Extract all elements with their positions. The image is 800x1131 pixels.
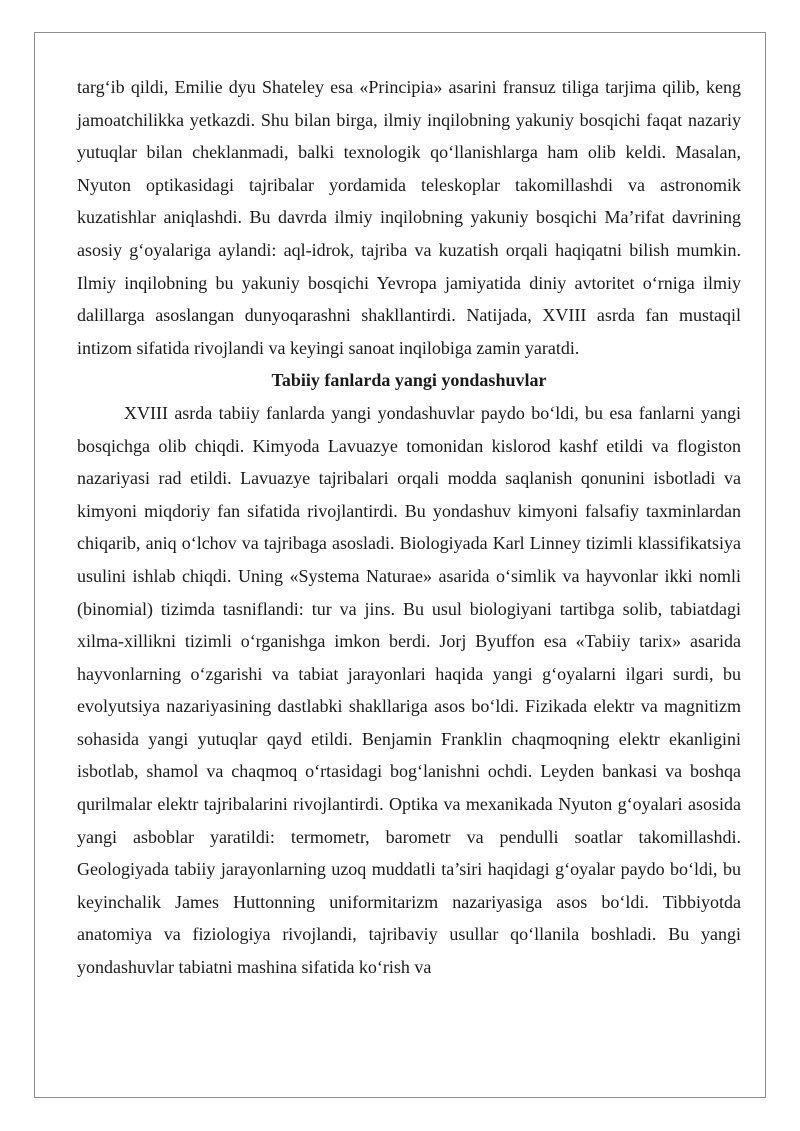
section-heading: Tabiiy fanlarda yangi yondashuvlar xyxy=(271,370,547,391)
paragraph-natural-sciences: XVIII asrda tabiiy fanlarda yangi yondashuvlar paydo bo‘ldi, bu esa fanlarni yangi bosqichga olib chiqdi. Kimyoda Lavuazye tomonidan kislorod kashf etildi va flogiston nazariyasi rad etildi. Lavuazye tajribalari orqali modda saqlanish qonunini isbotladi va kimyoni miqdoriy fan sifatida rivojlantirdi. Bu yondashuv kimyoni falsafiy taxminlardan chiqarib, aniq o‘lchov va tajribaga asosladi. Biologiyada Karl Linney tizimli klassifikatsiya usulini ishlab chiqdi. Uning «Systema Naturae» asarida o‘simlik va hayvonlar ikki nomli (binomial) tizimda tasniflandi: tur va jins. Bu usul biologiyani tartibga solib, tabiatdagi xilma-xillikni tizimli o‘rganishga imkon berdi. Jorj Byuffon esa «Tabiiy tarix» asarida hayvonlarning o‘zgarishi va tabiat jarayonlari haqida yangi g‘oyalarni ilgari surdi, bu evolyutsiya nazariyasining dastlabki shakllariga asos bo‘ldi. Fizikada elektr va magnitizm sohasida yangi yutuqlar qayd etildi. Benjamin Franklin chaqmoqning elektr ekanligini isbotlab, shamol va chaqmoq o‘rtasidagi bog‘lanishni ochdi. Leyden bankasi va boshqa qurilmalar elektr tajribalarini rivojlantirdi. Optika va mexanikada Nyuton g‘oyalari asosida yangi asboblar yaratildi: termometr, barometr va pendulli soatlar takomillashdi. Geologiyada tabiiy jarayonlarning uzoq muddatli ta’siri haqidagi g‘oyalar paydo bo‘ldi, bu keyinchalik James Huttonning uniformitarizm nazariyasiga asos bo‘ldi. Tibbiyotda anatomiya va fiziologiya rivojlandi, tajribaviy usullar qo‘llanila boshladi. Bu yangi yondashuvlar tabiatni mashina sifatida ko‘rish va xyxy=(77,402,741,978)
paragraph-continuation: targ‘ib qildi, Emilie dyu Shateley esa «Principia» asarini fransuz tiliga tarjima qilib, keng jamoatchilikka yetkazdi. Shu bilan birga, ilmiy inqilobning yakuniy bosqichi faqat nazariy yutuqlar bilan cheklanmadi, balki texnologik qo‘llanishlarga ham olib keldi. Masalan, Nyuton optikasidagi tajribalar yordamida teleskoplar takomillashdi va astronomik kuzatishlar aniqlashdi. Bu davrda ilmiy inqilobning yakuniy bosqichi Ma’rifat davrining asosiy g‘oyalariga aylandi: aql-idrok, tajriba va kuzatish orqali haqiqatni bilish mumkin. Ilmiy inqilobning bu yakuniy bosqichi Yevropa jamiyatida diniy avtoritet o‘rniga ilmiy dalillarga asoslangan dunyoqarashni shakllantirdi. Natijada, XVIII asrda fan mustaqil intizom sifatida rivojlandi va keyingi sanoat inqilobiga zamin yaratdi. xyxy=(77,77,741,358)
document-body xyxy=(77,71,741,984)
